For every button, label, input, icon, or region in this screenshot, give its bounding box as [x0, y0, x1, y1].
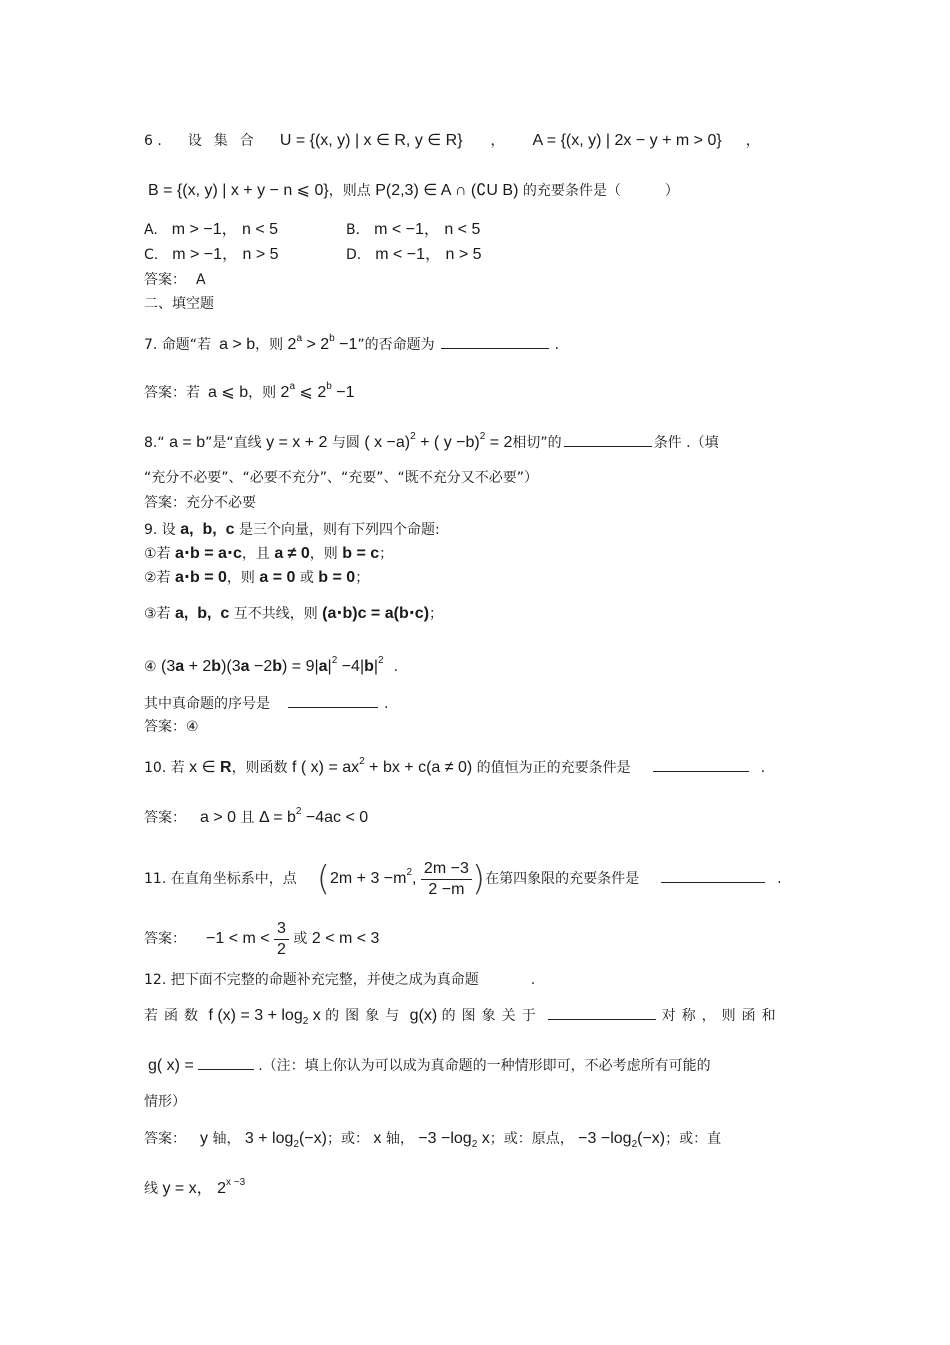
problem-6-line-2 [148, 181, 679, 201]
problem-11-question: 11. 在直角坐标系中，点 ($2m + 3 -m^2$, $\frac{2m -3}{2 -m}$ )在第四象限的充要条件是 . [144, 859, 782, 899]
problem-9-statement-2: ②若 a⋅b = 0，则 a = 0 或 b = 0； [144, 569, 370, 586]
problem-12-line-2: g( x) = .（注：填上你认为可以成为真命题的一种情形即可，不必考虑所有可能的 [148, 1057, 711, 1074]
problem-6-lead: 设集合 [187, 133, 266, 149]
problem-12-line-3: 情形） [144, 1094, 186, 1110]
problem-9-blank[interactable] [288, 693, 378, 708]
problem-10-blank[interactable] [653, 757, 749, 772]
problem-6-point-text: ，则点 [328, 183, 376, 199]
problem-9-answer: 答案：④ [144, 719, 199, 735]
problem-12-answer-cont: 线 y = x， $2^{x -3}$ [144, 1177, 246, 1197]
problem-6-answer: 答案： A [144, 272, 206, 288]
problem-6-options-row-2 [144, 245, 482, 265]
problem-10-answer: 答案： a > 0 且 $\Delta = b^2 -4ac < 0$ [144, 806, 369, 826]
problem-6-set-b: B = {(x, y) | x + y − n ⩽ 0} [148, 182, 329, 199]
problem-8-question: 8.“ a = b”是“直线 y = x + 2 与圆 ( x −a)$^2$ + ( y −b)$^2$ = 2相切”的 条件 .（填 [144, 431, 719, 451]
problem-12-line-1: 若函数 f $(x) = 3 + \log_2 x$ 的图象与 g(x) 的图象关于 对称，则函和 [144, 1007, 782, 1027]
option-a: A. m > −1， n < 5 [144, 221, 279, 238]
problem-8-blank[interactable] [564, 432, 652, 447]
problem-9-question: 9. 设 a, b, c 是三个向量，则有下列四个命题: [144, 521, 440, 538]
problem-12-answer: 答案： y 轴， $3 + \log_2(-x)$；或： x 轴， $-3 -\log_2$ x；或：原点， $-3 -\log_2(-x)$；或：直 [144, 1130, 722, 1150]
problem-6-line-1 [144, 131, 760, 151]
problem-8-choices: “充分不必要”、“必要不充分”、“充要”、“既不充分又不必要”） [144, 470, 539, 486]
problem-6-separator-2: ， [745, 133, 760, 149]
problem-11-answer: 答案： −1 < m < $\frac{3}{2}$ 或 2 < m < 3 [144, 919, 380, 958]
problem-6-tail: 的充要条件是（ [518, 183, 621, 199]
problem-12-blank-2[interactable] [198, 1055, 254, 1070]
problem-10-question: 10. 若 x ∈ R，则函数 f ( $x) = ax^2$ + bx + c(a ≠ 0) 的值恒为正的充要条件是 . [144, 756, 766, 776]
option-d: D. m < −1， n > 5 [346, 246, 482, 263]
option-b: B. m < −1， n < 5 [346, 221, 481, 238]
problem-6-number: 6 . [144, 133, 162, 149]
problem-12-question: 12. 把下面不完整的命题补充完整，并使之成为真命题 . [144, 972, 536, 988]
problem-6-options-row-1 [144, 220, 480, 240]
problem-9-statement-4: ④ $(3a + 2b)(3a -2b) = 9|a|^2 -4|b|^2$ . [144, 655, 399, 675]
problem-7-question: 7. 命题“若 a > b，则 $2^a > 2^b -1$”的否命题为 . [144, 333, 560, 353]
problem-6-separator: ， [490, 133, 505, 149]
problem-9-ask: 其中真命题的序号是 . [144, 693, 388, 714]
problem-9-statement-1: ①若 a⋅b = a⋅c，且 a ≠ 0，则 b = c； [144, 545, 394, 562]
problem-6-set-a: A = {(x, y) | 2x − y + m > 0} [532, 132, 722, 149]
problem-7-answer: 答案：若 a ⩽ b，则 2$^a$ ⩽ $2^b -1$ [144, 381, 355, 401]
problem-6-set-u: U = {(x, y) | x ∈ R, y ∈ R} [279, 132, 463, 149]
problem-6-close: ） [664, 183, 679, 199]
problem-8-answer: 答案：充分不必要 [144, 495, 256, 511]
problem-6-point-expr: P(2,3) ∈ A ∩ (∁U B) [375, 182, 519, 199]
problem-9-statement-3: ③若 a, b, c 互不共线，则 (a⋅b)c = a(b⋅c)； [144, 605, 444, 622]
section-heading-fill-in: 二、填空题 [144, 296, 214, 312]
option-c: C. m > −1， n > 5 [144, 246, 279, 263]
problem-7-blank[interactable] [441, 334, 549, 349]
problem-11-blank[interactable] [661, 868, 765, 883]
problem-12-blank-1[interactable] [548, 1005, 656, 1020]
